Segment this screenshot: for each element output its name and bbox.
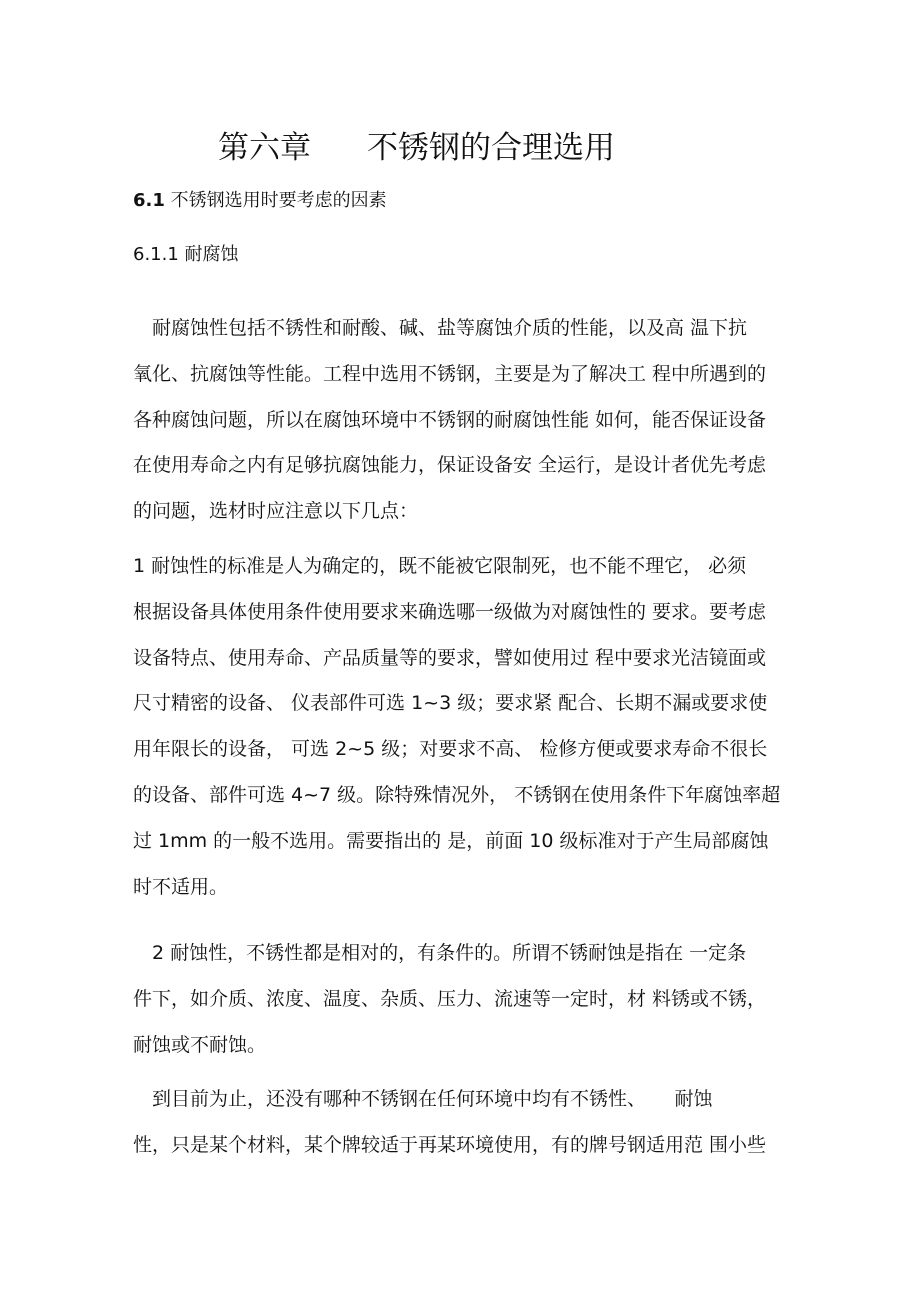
chapter-number: 第六章 xyxy=(218,130,311,166)
paragraph-line: 2 耐蚀性，不锈性都是相对的，有条件的。所谓不锈耐蚀是指在 一定条 xyxy=(133,942,747,964)
paragraph-line: 耐蚀或不耐蚀。 xyxy=(133,1033,267,1056)
paragraph-line: 在使用寿命之内有足够抗腐蚀能力，保证设备安 全运行，是设计者优先考虑 xyxy=(133,454,767,477)
paragraph-line: 尺寸精密的设备、 仪表部件可选 1~3 级；要求紧 配合、长期不漏或要求使 xyxy=(133,692,768,715)
paragraph-1 xyxy=(133,306,793,535)
paragraph-4 xyxy=(133,1077,793,1169)
paragraph-line: 设备特点、使用寿命、产品质量等的要求，譬如使用过 程中要求光洁镜面或 xyxy=(133,646,767,669)
paragraph-line: 的问题，选材时应注意以下几点： xyxy=(133,500,419,523)
paragraph-line: 时不适用。 xyxy=(133,875,229,898)
paragraph-line: 1 耐蚀性的标准是人为确定的，既不能被它限制死，也不能不理它， 必须 xyxy=(133,555,747,577)
paragraph-line: 各种腐蚀问题，所以在腐蚀环境中不锈钢的耐腐蚀性能 如何，能否保证设备 xyxy=(133,408,767,431)
section-number: 6.1 xyxy=(133,190,165,211)
paragraph-line: 耐腐蚀性包括不锈性和耐酸、碱、盐等腐蚀介质的性能，以及高 温下抗 xyxy=(133,317,748,339)
chapter-title xyxy=(218,128,615,168)
paragraph-3 xyxy=(133,931,793,1068)
paragraph-2 xyxy=(133,544,793,910)
chapter-name: 不锈钢的合理选用 xyxy=(367,130,615,166)
paragraph-line: 过 1mm 的一般不选用。需要指出的 是，前面 10 级标准对于产生局部腐蚀 xyxy=(133,829,769,852)
paragraph-line: 根据设备具体使用条件使用要求来确选哪一级做为对腐蚀性的 要求。要考虑 xyxy=(133,600,767,623)
subsection-heading: 6.1.1 耐腐蚀 xyxy=(133,244,239,265)
paragraph-line: 性，只是某个材料，某个牌较适于再某环境使用，有的牌号钢适用范 围小些 xyxy=(133,1133,767,1156)
paragraph-line: 到目前为止，还没有哪种不锈钢在任何环境中均有不锈性、 耐蚀 xyxy=(133,1088,713,1110)
paragraph-line: 件下，如介质、浓度、温度、杂质、压力、流速等一定时，材 料锈或不锈， xyxy=(133,987,767,1010)
paragraph-line: 用年限长的设备， 可选 2~5 级；对要求不高、 检修方便或要求寿命不很长 xyxy=(133,738,768,761)
paragraph-line: 的设备、部件可选 4~7 级。除特殊情况外， 不锈钢在使用条件下年腐蚀率超 xyxy=(133,783,781,806)
section-heading xyxy=(133,188,387,214)
section-title: 不锈钢选用时要考虑的因素 xyxy=(170,190,387,211)
paragraph-line: 氧化、抗腐蚀等性能。工程中选用不锈钢，主要是为了解决工 程中所遇到的 xyxy=(133,362,767,385)
